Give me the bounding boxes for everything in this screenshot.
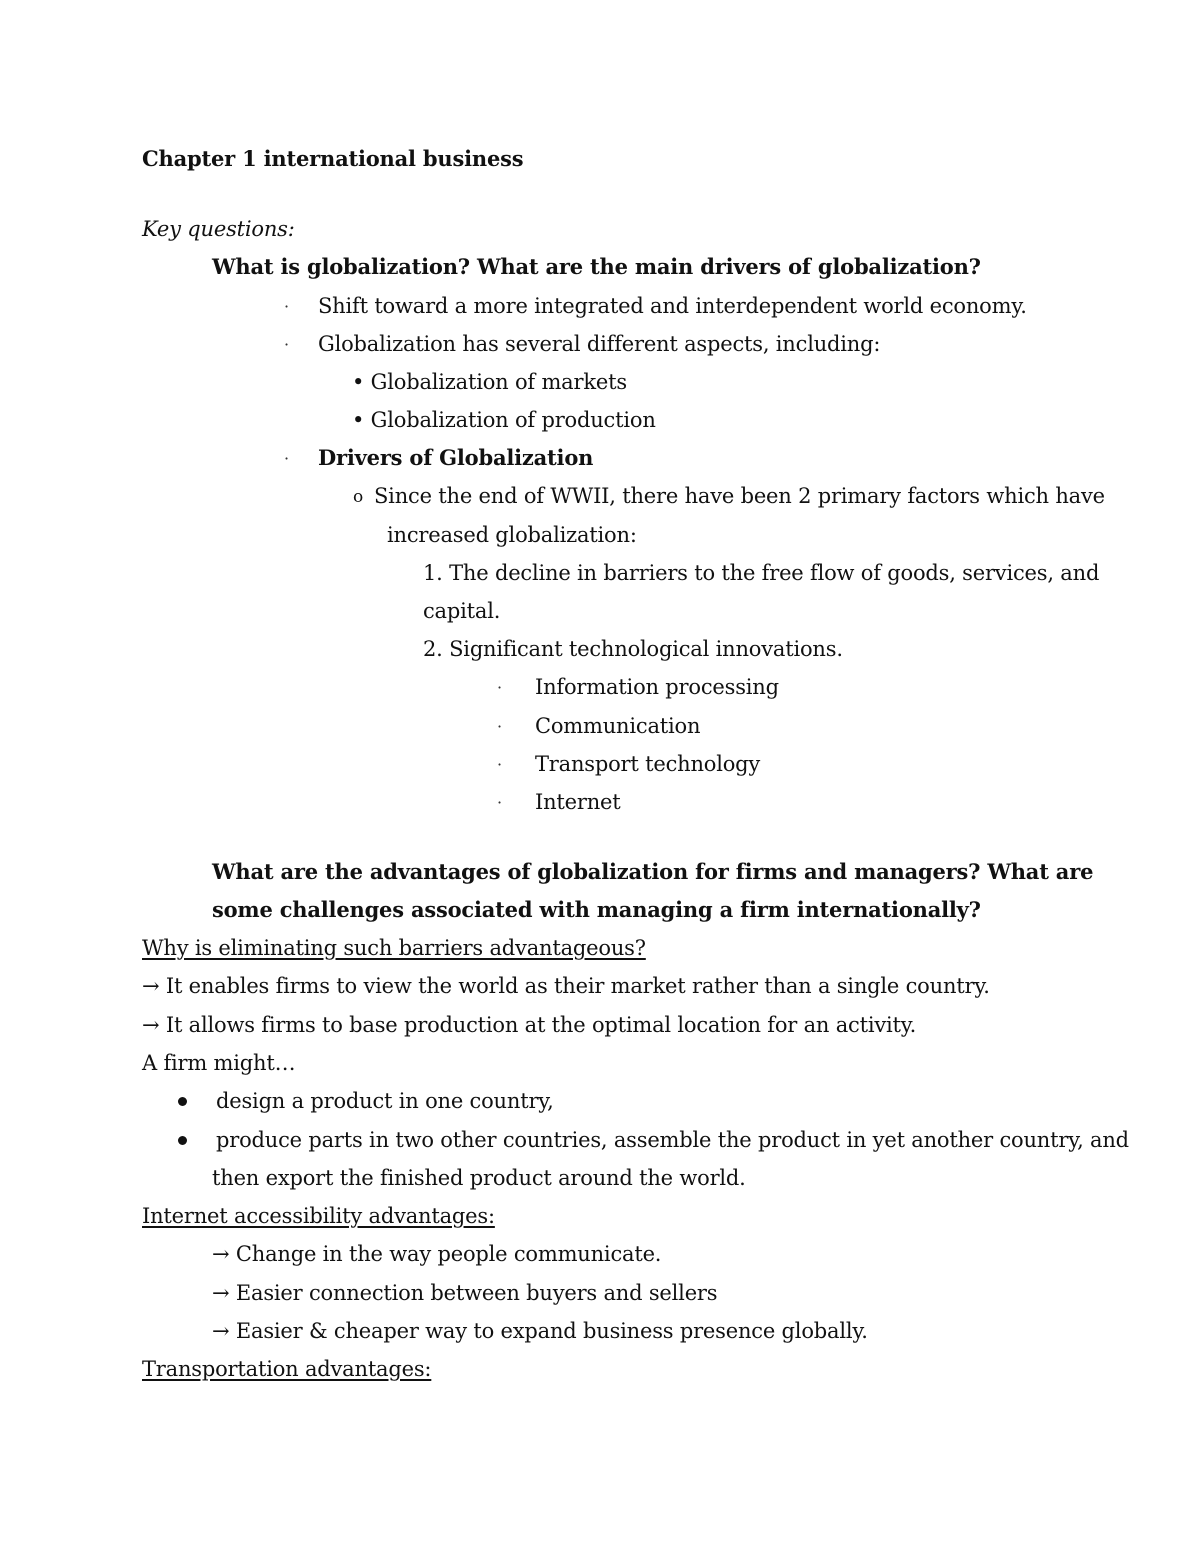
small-dot-bullet-icon: · [497,793,503,812]
list-item: Globalization has several different aspects, including: [318,332,881,356]
drivers-heading: Drivers of Globalization [318,445,594,470]
firm-might-label: A firm might… [142,1051,296,1075]
firm-bullet-2-line-1: produce parts in two other countries, assemble the product in yet another country, and [216,1128,1129,1152]
factor-1-line-1: 1. The decline in barriers to the free flow of goods, services, and [423,561,1100,585]
firm-bullet-1: design a product in one country, [216,1089,554,1113]
disc-bullet-icon [178,1097,187,1106]
small-dot-bullet-icon: · [497,678,503,697]
barriers-point: → It allows firms to base production at the optimal location for an activity. [142,1013,917,1037]
small-dot-bullet-icon: · [284,297,290,316]
page-title: Chapter 1 international business [142,146,524,171]
barriers-heading: Why is eliminating such barriers advantageous? [142,936,646,960]
list-item: Shift toward a more integrated and interdependent world economy. [318,294,1027,318]
small-dot-bullet-icon: · [284,449,290,468]
small-dot-bullet-icon: · [497,755,503,774]
aspect-item: • Globalization of markets [352,370,627,394]
internet-heading: Internet accessibility advantages: [142,1204,495,1228]
internet-point: → Easier & cheaper way to expand business presence globally. [212,1319,868,1343]
innovation-item: Information processing [535,675,779,699]
innovation-item: Transport technology [535,752,761,776]
key-questions-label: Key questions: [142,217,295,241]
question-1-heading: What is globalization? What are the main drivers of globalization? [212,254,981,279]
small-dot-bullet-icon: · [497,717,503,736]
factor-1-line-2: capital. [423,599,501,623]
barriers-point: → It enables firms to view the world as their market rather than a single country. [142,974,990,998]
internet-point: → Easier connection between buyers and sellers [212,1281,718,1305]
question-2-heading-line-1: What are the advantages of globalization for firms and managers? What are [212,859,1094,884]
disc-bullet-icon [178,1136,187,1145]
transport-heading: Transportation advantages: [142,1357,432,1381]
factor-2: 2. Significant technological innovations. [423,637,843,661]
drivers-intro-line-2: increased globalization: [387,523,637,547]
firm-bullet-2-line-2: then export the finished product around the world. [212,1166,746,1190]
aspect-item: • Globalization of production [352,408,656,432]
innovation-item: Communication [535,714,701,738]
drivers-intro-line-1: Since the end of WWII, there have been 2 primary factors which have [374,484,1105,508]
question-2-heading-line-2: some challenges associated with managing a firm internationally? [212,897,981,922]
small-dot-bullet-icon: · [284,335,290,354]
innovation-item: Internet [535,790,621,814]
o-bullet-icon: o [353,487,364,507]
internet-point: → Change in the way people communicate. [212,1242,662,1266]
